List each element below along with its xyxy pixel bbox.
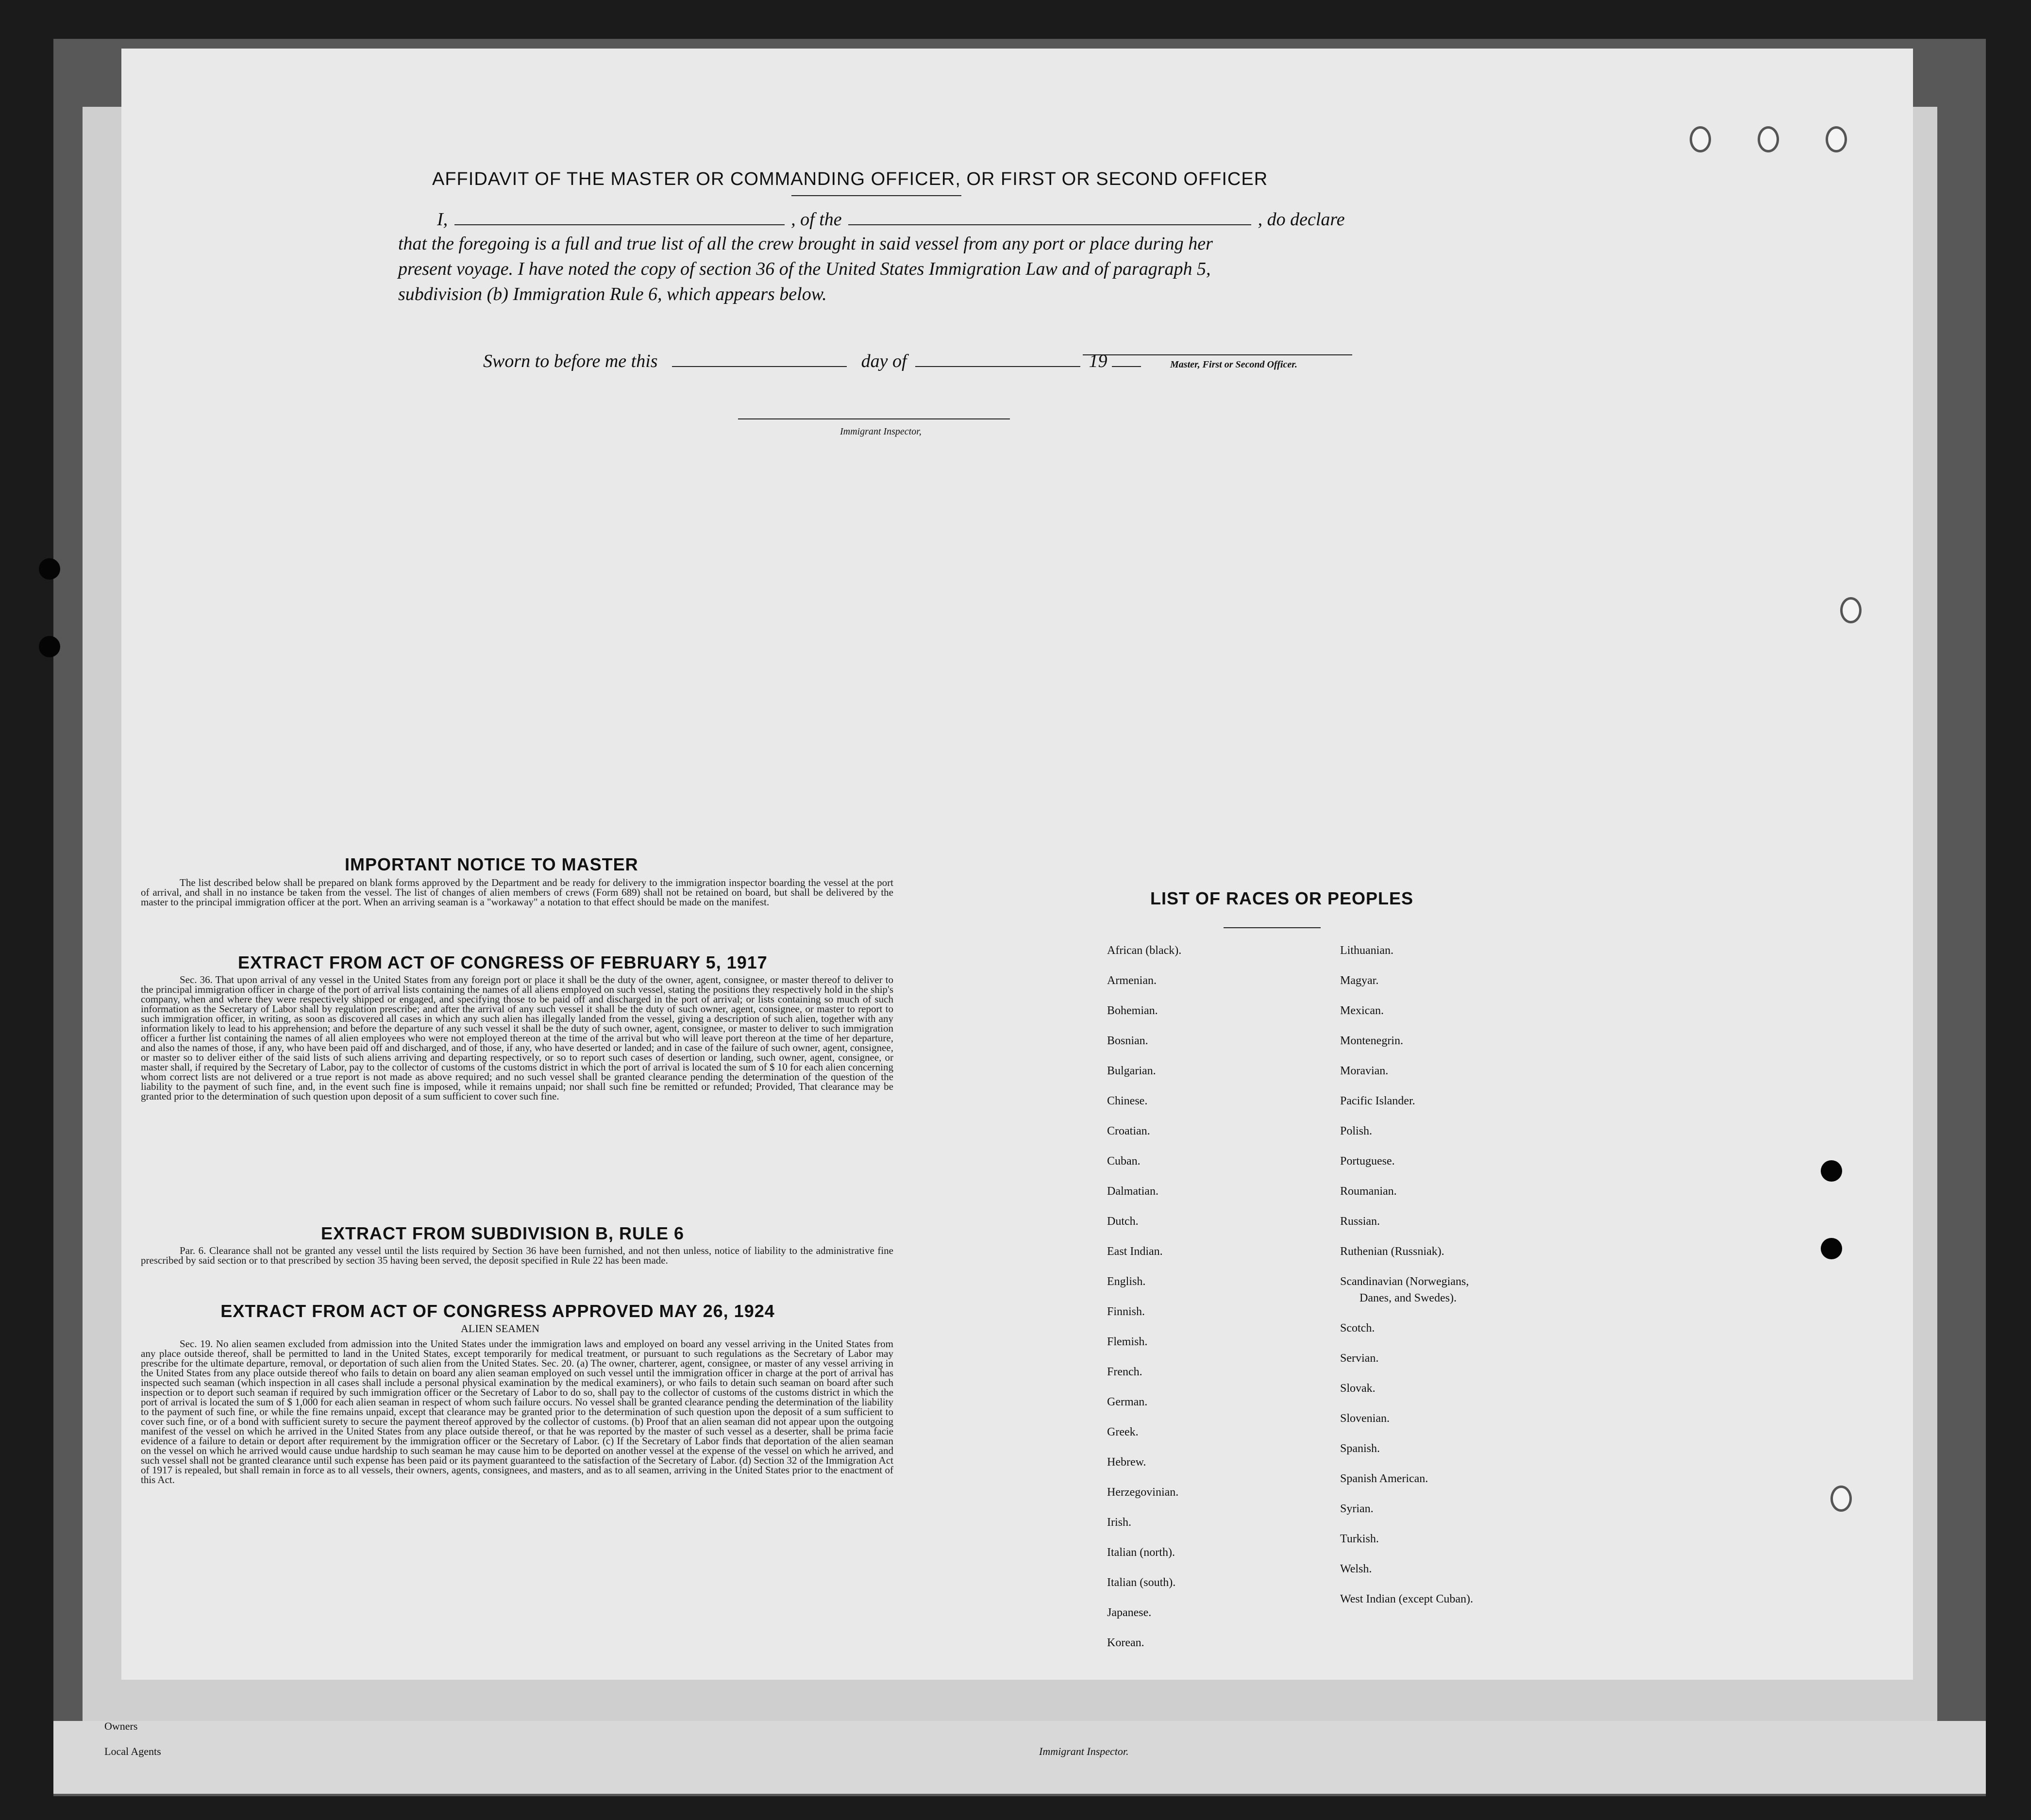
- affidavit-line-2: that the foregoing is a full and true list of all the crew brought in said vessel from any port or place during her: [398, 234, 1213, 254]
- race-item: Turkish.: [1340, 1533, 1379, 1545]
- race-item: English.: [1107, 1275, 1146, 1288]
- race-item: Moravian.: [1340, 1065, 1389, 1077]
- race-item: Chinese.: [1107, 1095, 1148, 1107]
- extract-1924-body: Sec. 19. No alien seamen excluded from admission into the United States under the immigration laws and employed on board any vessel arriving in the United States from any place outside thereof, shall be permitted to land in the United States, except temporarily for medical treatment, or pursuant to such regulations as the Secretary of Labor may prescribe for the ultimate departure, removal, or deportation of such alien from the United States. Sec. 20. (a) The owner, charterer, agent, consignee, or master of any vessel arriving in the United States from any place outside thereof who fails to detain on board any alien seaman employed on such vessel until the immigration officer in charge at the port of arrival has inspected such seaman (which inspection in all cases shall include a personal physical examination by the medical examiners), or who fails to detain such seaman on board after such inspection or to deport such seaman if required by such immigration officer or the Secretary of Labor to do so, shall pay to the collector of customs of the customs district in which the port of arrival is located the sum of $ 1,000 for each alien seaman in respect of whom such failure occurs. No vessel shall be granted clearance pending the determination of the liability to the payment of such fine, or while the fine remains unpaid, except that clearance may be granted prior to the determination of such question upon the deposit of a sum sufficient to cover such fine, or of a bond with sufficient surety to secure the payment thereof approved by the collector of customs. (b) Proof that an alien seaman did not appear upon the outgoing manifest of the vessel on which he arrived in the United States from any place outside thereof, or that he was reported by the master of such vessel as a deserter, shall be prima facie evidence of a failure to detain or deport after requirement by the immigration officer or the Secretary of Labor. (c) If the Secretary of Labor finds that deportation of the alien seaman on the vessel on which he arrived would cause undue hardship to such seaman he may cause him to be deported on another vessel at the expense of the vessel on which he arrived, and such vessel shall not be granted clearance until such expense has been paid or its payment guaranteed to the satisfaction of the Secretary of Labor. (d) Section 32 of the Immigration Act of 1917 is repealed, but shall remain in force as to all vessels, their owners, agents, consignees, and masters, and as to all seamen, arriving in the United States prior to the enactment of this Act.: [141, 1338, 893, 1486]
- manifest-page: [121, 49, 1913, 1680]
- race-item: Magyar.: [1340, 974, 1379, 987]
- master-label: Master, First or Second Officer.: [1170, 359, 1297, 370]
- race-item: Syrian.: [1340, 1503, 1374, 1515]
- affidavit-line-4: subdivision (b) Immigration Rule 6, which appears below.: [398, 284, 827, 304]
- race-item: Spanish American.: [1340, 1472, 1428, 1485]
- race-item: Korean.: [1107, 1636, 1144, 1649]
- race-item: German.: [1107, 1396, 1148, 1408]
- year-text: 19: [1089, 351, 1108, 371]
- title-rule: [791, 195, 961, 196]
- left-binder-hole-icon: [39, 636, 60, 657]
- bottom-form-strip: [53, 1721, 1986, 1794]
- day-blank[interactable]: [672, 366, 847, 367]
- binder-hole-icon: [1821, 1160, 1842, 1182]
- race-item: Irish.: [1107, 1516, 1131, 1529]
- extract-rule6-body: Par. 6. Clearance shall not be granted any vessel until the lists required by Section 36 have been furnished, and not then unless, notice of liability to the administrative fine prescribed by said section or to that prescribed by section 35 having been served, the deposit specified in Rule 22 has been made.: [141, 1245, 893, 1266]
- race-item: Portuguese.: [1340, 1155, 1395, 1168]
- binder-hole-icon: [1758, 126, 1779, 152]
- affidavit-of-the: , of the: [791, 209, 842, 230]
- race-item: Croatian.: [1107, 1125, 1150, 1137]
- race-item: Greek.: [1107, 1426, 1139, 1438]
- race-item: Scandinavian (Norwegians,: [1340, 1275, 1469, 1288]
- race-item: Bulgarian.: [1107, 1065, 1156, 1077]
- affidavit-title: AFFIDAVIT OF THE MASTER OR COMMANDING OFFICER, OR FIRST OR SECOND OFFICER: [432, 169, 1268, 189]
- race-item: Bosnian.: [1107, 1035, 1148, 1047]
- day-of-text: day of: [861, 351, 907, 371]
- race-item: Russian.: [1340, 1215, 1380, 1228]
- inspector-signature-line[interactable]: [738, 418, 1010, 419]
- local-agents-label: Local Agents: [104, 1745, 161, 1757]
- month-blank[interactable]: [915, 366, 1080, 367]
- binder-hole-icon: [1830, 1486, 1852, 1512]
- race-item: Pacific Islander.: [1340, 1095, 1415, 1107]
- race-item: Danes, and Swedes).: [1360, 1292, 1457, 1304]
- race-item: Italian (north).: [1107, 1546, 1175, 1559]
- notice-body: The list described below shall be prepared on blank forms approved by the Department and be ready for delivery to the immigration inspector boarding the vessel at the port of arrival, and shall in no instance be taken from the vessel. The list of changes of alien members of crews (Form 689) shall not be retained on board, but shall be delivered by the master to the principal immigration officer at the port. When an arriving seaman is a "workaway" a notation to that effect should be made on the manifest.: [141, 877, 893, 908]
- inspector-label: Immigrant Inspector,: [840, 426, 922, 437]
- race-item: Lithuanian.: [1340, 944, 1393, 957]
- extract-rule6-title: EXTRACT FROM SUBDIVISION B, RULE 6: [320, 1223, 685, 1243]
- race-item: Hebrew.: [1107, 1456, 1146, 1469]
- race-item: Bohemian.: [1107, 1004, 1158, 1017]
- extract-1924-title: EXTRACT FROM ACT OF CONGRESS APPROVED MAY 26, 1924: [220, 1301, 775, 1321]
- race-item: Finnish.: [1107, 1305, 1145, 1318]
- binder-hole-icon: [1690, 126, 1711, 152]
- binder-hole-icon: [1826, 126, 1847, 152]
- race-item: Polish.: [1340, 1125, 1373, 1137]
- race-item: Japanese.: [1107, 1606, 1152, 1619]
- binder-hole-icon: [1821, 1238, 1842, 1259]
- extract-1917-body: Sec. 36. That upon arrival of any vessel in the United States from any foreign port or place it shall be the duty of the owner, agent, consignee, or master thereof to deliver to the principal immigration officer in charge of the port of arrival lists containing the names of all aliens employed on such vessel, stating the positions they respectively hold in the ship's company, when and where they were respectively shipped or engaged, and specifying those to be paid off and discharged in the port of arrival; or lists containing so much of such information as the Secretary of Labor shall by regulation prescribe; and after the arrival of any such vessel it shall be the duty of such owner, agent, consignee, or master to report to such immigration officer, in writing, as soon as discovered all cases in which any such alien has illegally landed from the vessel, giving a description of such alien, together with any information likely to lead to his apprehension; and before the departure of any such vessel it shall be the duty of such owner, agent, consignee, or master to deliver to such immigration officer a further list containing the names of all alien employees who were not employed thereon at the time of the arrival but who will leave port thereon at the time of her departure, and also the names of those, if any, who have been paid off and discharged, and of those, if any, who have deserted or landed; and in case of the failure of such owner, agent, consignee, or master so to deliver either of the said lists of such aliens arriving and departing respectively, or so to report such cases of desertion or landing, such owner, agent, consignee, or master shall, if required by the Secretary of Labor, pay to the collector of customs of the customs district in which the port of arrival is located the sum of $ 10 for each alien concerning whom correct lists are not delivered or a true report is not made as above required; and no such vessel shall be granted clearance pending the determination of the question of the liability to the payment of such fine, and, in the event such fine is imposed, while it remains unpaid; nor shall such fine be remitted or refunded; Provided, That clearance may be granted prior to the determination of such question upon deposit of a sum sufficient to cover such fine.: [141, 974, 893, 1102]
- race-item: African (black).: [1107, 944, 1182, 957]
- race-item: Welsh.: [1340, 1563, 1372, 1575]
- binder-hole-icon: [1840, 597, 1862, 623]
- race-item: Cuban.: [1107, 1155, 1141, 1168]
- race-item: Ruthenian (Russniak).: [1340, 1245, 1444, 1258]
- races-left-column: [1107, 944, 1181, 1667]
- race-item: Flemish.: [1107, 1336, 1148, 1348]
- race-item: Italian (south).: [1107, 1576, 1176, 1589]
- bottom-inspector-label: Immigrant Inspector.: [1039, 1745, 1129, 1757]
- race-item: Mexican.: [1340, 1004, 1384, 1017]
- race-item: Montenegrin.: [1340, 1035, 1403, 1047]
- vessel-blank[interactable]: [848, 224, 1251, 225]
- affidavit-do-declare: , do declare: [1258, 209, 1345, 230]
- races-rule: [1224, 927, 1321, 928]
- race-item: Spanish.: [1340, 1442, 1380, 1455]
- name-blank[interactable]: [454, 224, 785, 225]
- race-item: Scotch.: [1340, 1322, 1375, 1335]
- affidavit-line-3: present voyage. I have noted the copy of section 36 of the United States Immigration Law and of paragraph 5,: [398, 259, 1211, 279]
- left-binder-hole-icon: [39, 558, 60, 580]
- race-item: Servian.: [1340, 1352, 1379, 1365]
- races-right-column: [1340, 944, 1473, 1623]
- owners-label: Owners: [104, 1720, 138, 1732]
- race-item: West Indian (except Cuban).: [1340, 1593, 1473, 1605]
- sworn-line: [483, 351, 1141, 372]
- race-item: Slovenian.: [1340, 1412, 1390, 1425]
- race-item: French.: [1107, 1366, 1142, 1378]
- extract-1924-subtitle: ALIEN SEAMEN: [461, 1322, 539, 1335]
- race-item: Herzegovinian.: [1107, 1486, 1179, 1499]
- race-item: Roumanian.: [1340, 1185, 1397, 1198]
- races-title: LIST OF RACES OR PEOPLES: [1150, 888, 1414, 908]
- race-item: East Indian.: [1107, 1245, 1163, 1258]
- race-item: Armenian.: [1107, 974, 1157, 987]
- race-item: Dalmatian.: [1107, 1185, 1158, 1198]
- race-item: Dutch.: [1107, 1215, 1139, 1228]
- notice-title: IMPORTANT NOTICE TO MASTER: [345, 854, 638, 874]
- race-item: Slovak.: [1340, 1382, 1376, 1395]
- year-blank[interactable]: [1112, 366, 1141, 367]
- affidavit-line-i: [437, 209, 1345, 230]
- extract-1917-title: EXTRACT FROM ACT OF CONGRESS OF FEBRUARY 5, 1917: [238, 952, 768, 972]
- sworn-text: Sworn to before me this: [483, 351, 658, 371]
- affidavit-i: I,: [437, 209, 448, 230]
